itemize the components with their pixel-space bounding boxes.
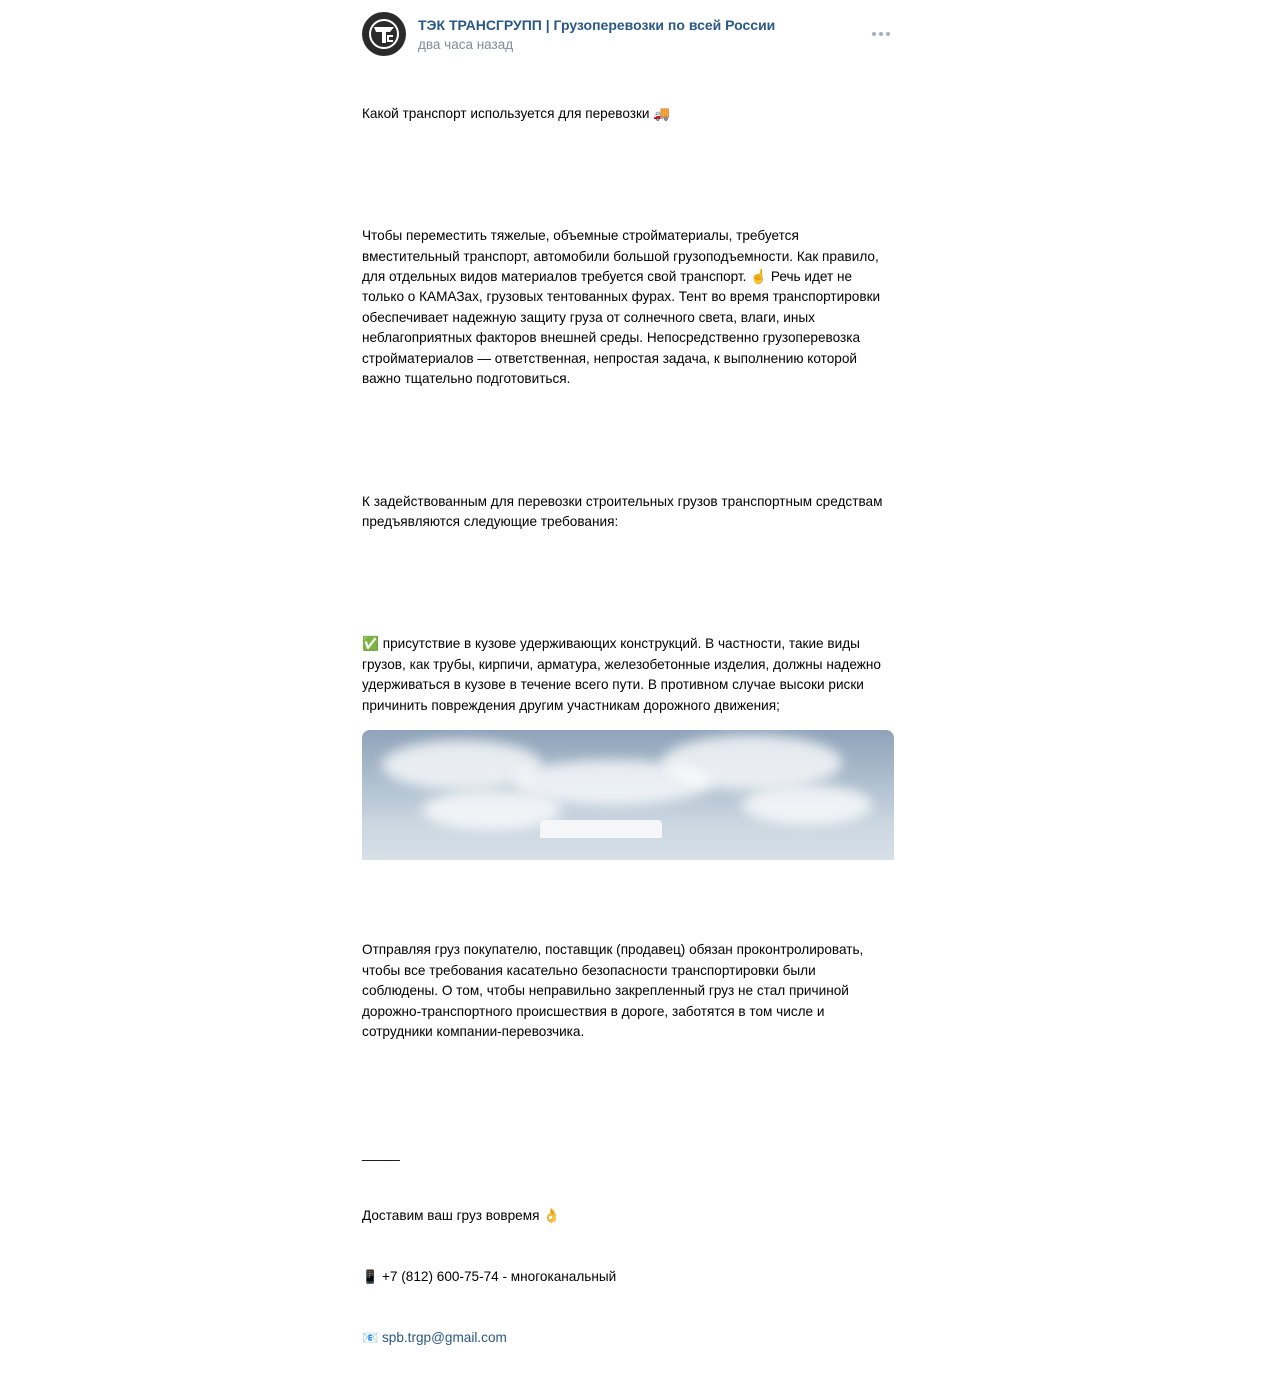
phone-icon: 📱 — [362, 1268, 379, 1284]
post-text — [362, 63, 894, 1389]
post-paragraph: К задействованным для перевозки строительных грузов транспортным средствам предъявляются следующие требования: — [362, 493, 887, 529]
wall-post — [362, 12, 894, 1389]
truck-image — [540, 820, 662, 838]
post-photo[interactable] — [362, 730, 894, 860]
post-author-link[interactable]: ТЭК ТРАНСГРУПП | Грузоперевозки по всей России — [418, 17, 776, 33]
company-logo-icon — [367, 17, 401, 51]
email-icon: 📧 — [362, 1330, 379, 1346]
post-list-item: ✅ присутствие в кузове удерживающих конструкций. В частности, такие виды грузов, как трубы, кирпичи, арматура, железобетонные изделия, должны надежно удерживаться в кузове в течение всего пути. В противном случае высоки риски причинить повреждения другим участникам дорожного движения; — [362, 636, 885, 713]
post-title: Какой транспорт используется для перевозки 🚚 — [362, 105, 671, 121]
email-link[interactable]: spb.trgp@gmail.com — [381, 1330, 507, 1346]
post-time[interactable]: два часа назад — [418, 37, 514, 52]
avatar[interactable] — [362, 12, 406, 56]
phone-number: +7 (812) 600-75-74 - многоканальный — [381, 1268, 617, 1284]
post-paragraph: Отправляя груз покупателю, поставщик (продавец) обязан проконтролировать, чтобы все требования касательно безопасности транспортировки были соблюдены. О том, чтобы неправильно закрепленный груз не стал причиной дорожно-транспортного происшествия в дороге, заботятся в том числе и сотрудники компании-перевозчика. — [362, 942, 868, 1040]
contact-email — [362, 1328, 894, 1348]
divider-line: _____ — [362, 1146, 400, 1162]
post-slogan: Доставим ваш груз вовремя 👌 — [362, 1207, 561, 1223]
post-header — [362, 12, 894, 56]
contact-phone — [362, 1267, 894, 1287]
more-dots-icon[interactable] — [870, 26, 892, 42]
post-paragraph: Чтобы переместить тяжелые, объемные стройматериалы, требуется вместительный транспорт, автомобили большой грузоподъемности. Как правило, для отдельных видов материалов требуется свой транспорт. ☝ Речь идет не только о КАМАЗах, грузовых тентованных фурах. Тент во время транспортировки обеспечивает надежную защиту груза от солнечного света, влаги, иных неблагоприятных факторов внешней среды. Непосредственно грузоперевозка стройматериалов — ответственная, непростая задача, к выполнению которой важно тщательно подготовиться. — [362, 228, 884, 387]
